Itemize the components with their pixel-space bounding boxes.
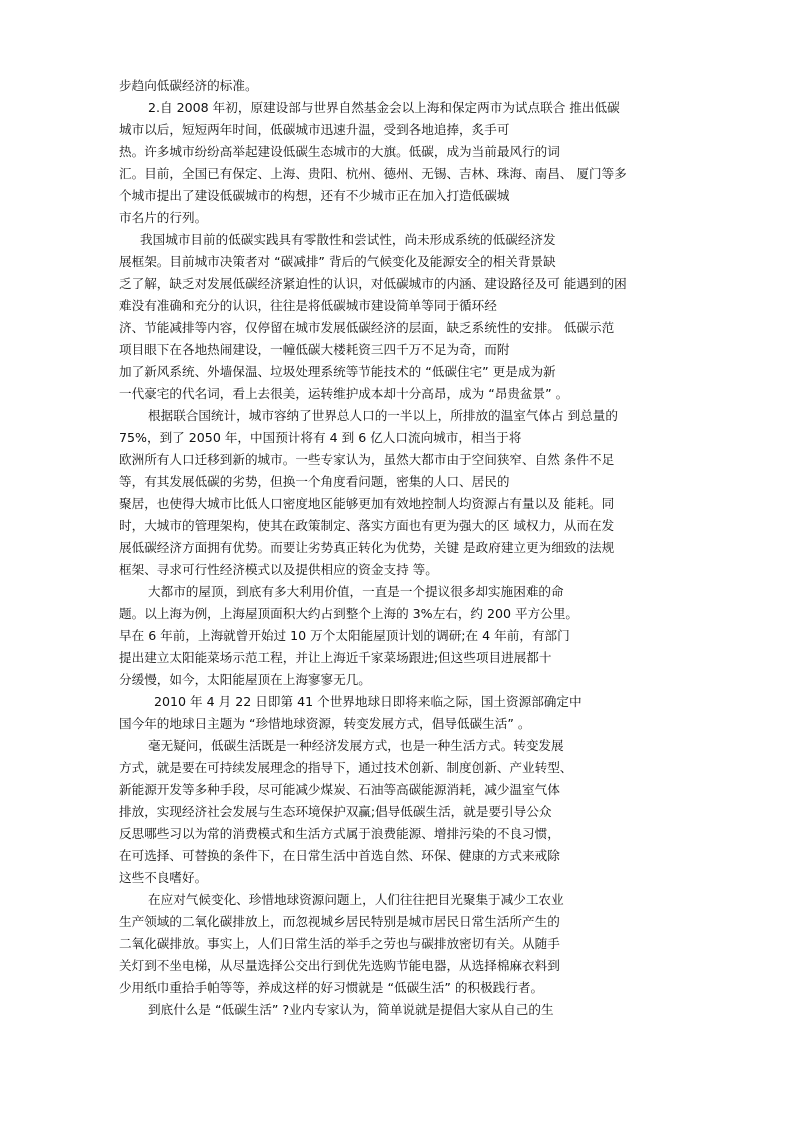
text-line: 市名片的行列。 <box>119 210 208 225</box>
text-line: 反思哪些习以为常的消费模式和生活方式属于浪费能源、增排污染的不良习惯， <box>119 826 560 841</box>
text-line: 在可选择、可替换的条件下，在日常生活中首选自然、环保、健康的方式来戒除 <box>119 848 560 863</box>
text-line: 我国城市目前的低碳实践具有零散性和尝试性，尚未形成系统的低碳经济发 <box>140 232 556 247</box>
text-line: 欧洲所有人口迁移到新的城市。一些专家认为，虽然大都市由于空间狭窄、自然 条件不足 <box>119 452 615 467</box>
text-line: 提出建立太阳能菜场示范工程，并让上海近千家菜场跟进;但这些项目进展都十 <box>119 650 552 665</box>
text-line: 时，大城市的管理架构，使其在政策制定、落实方面也有更为强大的区 域权力，从而在发 <box>119 518 615 533</box>
text-line: 城市以后，短短两年时间，低碳城市迅速升温，受到各地追捧，炙手可 <box>119 122 510 137</box>
text-line: 这些不良嗜好。 <box>119 870 208 885</box>
text-line: 少用纸巾重拾手帕等等，养成这样的好习惯就是 “低碳生活” 的积极践行者。 <box>119 980 544 995</box>
text-line: 二氧化碳排放。事实上，人们日常生活的举手之劳也与碳排放密切有关。从随手 <box>119 936 560 951</box>
text-line: 分缓慢，如今，太阳能屋顶在上海寥寥无几。 <box>119 672 371 687</box>
text-line: 加了新风系统、外墙保温、垃圾处理系统等节能技术的 “低碳住宅” 更是成为新 <box>119 364 556 379</box>
text-line: 排放，实现经济社会发展与生态环境保护双赢;倡导低碳生活，就是要引导公众 <box>119 804 552 819</box>
text-line: 生产领域的二氧化碳排放上，而忽视城乡居民特别是城市居民日常生活所产生的 <box>119 914 560 929</box>
text-line: 关灯到不坐电梯，从尽量选择公交出行到优先选购节能电器，从选择棉麻衣料到 <box>119 958 560 973</box>
text-line: 框架、寻求可行性经济模式以及提供相应的资金支持 等。 <box>119 562 438 577</box>
text-line: 难没有准确和充分的认识，往往是将低碳城市建设简单等同于循环经 <box>119 298 497 313</box>
text-line: 大都市的屋顶，到底有多大利用价值，一直是一个提议很多却实施困难的命 <box>148 584 564 599</box>
text-line: 个城市提出了建设低碳城市的构想，还有不少城市正在加入打造低碳城 <box>119 188 510 203</box>
text-line: 早在 6 年前，上海就曾开始过 10 万个太阳能屋顶计划的调研;在 4 年前，有部门 <box>119 628 570 643</box>
text-line: 热。许多城市纷纷高举起建设低碳生态城市的大旗。低碳，成为当前最风行的词 <box>119 144 560 159</box>
text-line: 济、节能减排等内容，仅停留在城市发展低碳经济的层面，缺乏系统性的安排。 低碳示范 <box>119 320 615 335</box>
text-line: 75%，到了 2050 年，中国预计将有 4 到 6 亿人口流向城市，相当于将 <box>119 430 522 445</box>
text-line: 汇。目前，全国已有保定、上海、贵阳、杭州、德州、无锡、吉林、珠海、南昌、 厦门等多 <box>119 166 627 181</box>
text-line: 等，有其发展低碳的劣势，但换一个角度看问题，密集的人口、居民的 <box>119 474 510 489</box>
text-line: 根据联合国统计，城市容纳了世界总人口的一半以上，所排放的温室气体占 到总量的 <box>148 408 618 423</box>
text-line: 聚居，也使得大城市比低人口密度地区能够更加有效地控制人均资源占有量以及 能耗。同 <box>119 496 615 511</box>
text-line: 乏了解，缺乏对发展低碳经济紧迫性的认识，对低碳城市的内涵、建设路径及可 能遇到的困 <box>119 276 627 291</box>
text-line: 国今年的地球日主题为 “珍惜地球资源，转变发展方式，倡导低碳生活” 。 <box>119 716 531 731</box>
text-line: 在应对气候变化、珍惜地球资源问题上，人们往往把目光聚集于减少工农业 <box>148 892 564 907</box>
text-line: 2010 年 4 月 22 日即第 41 个世界地球日即将来临之际，国土资源部确定中 <box>154 694 582 709</box>
text-line: 一代豪宅的代名词，看上去很美，运转维护成本却十分高昂，成为 “昂贵盆景” 。 <box>119 386 569 401</box>
text-line: 到底什么是 “低碳生活” ?业内专家认为，简单说就是提倡大家从自己的生 <box>148 1002 554 1017</box>
text-line: 项目眼下在各地热闹建设，一幢低碳大楼耗资三四千万不足为奇，而附 <box>119 342 510 357</box>
text-line: 毫无疑问，低碳生活既是一种经济发展方式，也是一种生活方式。转变发展 <box>148 738 564 753</box>
text-line: 题。以上海为例，上海屋顶面积大约占到整个上海的 3%左右，约 200 平方公里。 <box>119 606 579 621</box>
text-line: 展低碳经济方面拥有优势。而要让劣势真正转化为优势，关键 是政府建立更为细致的法规 <box>119 540 615 555</box>
text-line: 展框架。目前城市决策者对 “碳减排” 背后的气候变化及能源安全的相关背景缺 <box>119 254 556 269</box>
text-line: 2.自 2008 年初，原建设部与世界自然基金会以上海和保定两市为试点联合 推出低碳 <box>148 100 620 115</box>
text-line: 步趋向低碳经济的标准。 <box>119 78 258 93</box>
text-line: 方式，就是要在可持续发展理念的指导下，通过技术创新、制度创新、产业转型、 <box>119 760 573 775</box>
text-line: 新能源开发等多种手段，尽可能减少煤炭、石油等高碳能源消耗，减少温室气体 <box>119 782 560 797</box>
